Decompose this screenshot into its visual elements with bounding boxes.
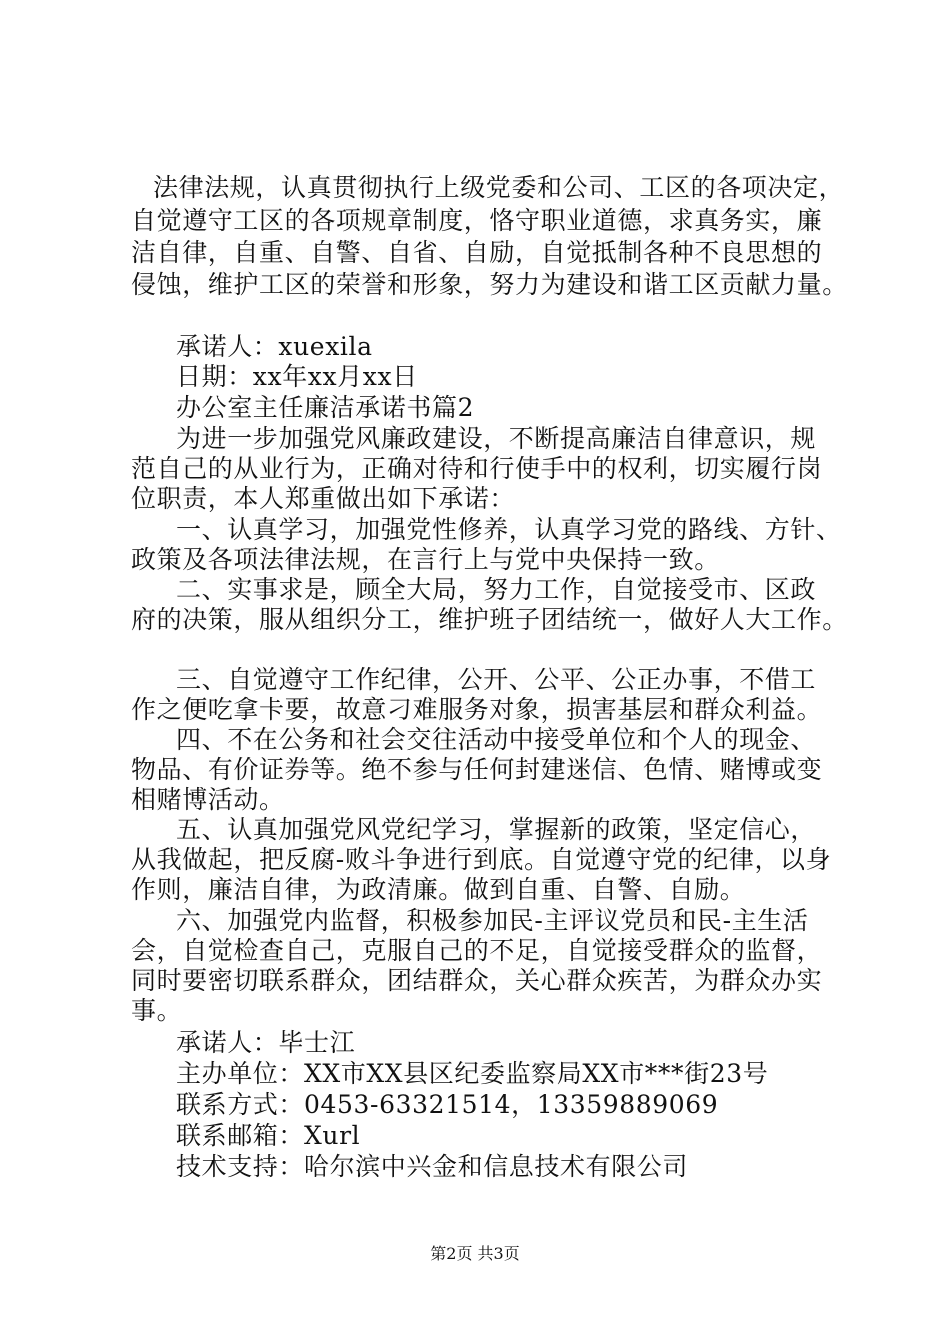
paragraph-line: 同时要密切联系群众，团结群众，关心群众疾苦，为群众办实: [131, 966, 823, 995]
paragraph-line: 五、认真加强党风党纪学习，掌握新的政策，坚定信心，: [176, 815, 817, 844]
paragraph-line: 相赌博活动。: [131, 785, 285, 814]
signer-line: 承诺人：xuexila: [176, 332, 373, 361]
paragraph-line: 物品、有价证券等。绝不参与任何封建迷信、色情、赌博或变: [131, 755, 823, 784]
date-line: 日期：xx年xx月xx日: [176, 362, 418, 391]
paragraph-line: 会，自觉检查自己，克服自己的不足，自觉接受群众的监督，: [131, 936, 823, 965]
paragraph-line: 三、自觉遵守工作纪律，公开、公平、公正办事，不借工: [176, 665, 817, 694]
paragraph-line: 事。: [131, 996, 183, 1025]
paragraph-line: 作之便吃拿卡要，故意刁难服务对象，损害基层和群众利益。: [131, 695, 823, 724]
paragraph-line: 位职责，本人郑重做出如下承诺：: [131, 484, 516, 513]
paragraph-line: 法律法规，认真贯彻执行上级党委和公司、工区的各项决定，: [153, 173, 845, 202]
signer-line: 承诺人：毕士江: [176, 1028, 356, 1057]
paragraph-line: 从我做起，把反腐-败斗争进行到底。自觉遵守党的纪律，以身: [131, 845, 832, 874]
paragraph-line: 洁自律，自重、自警、自省、自励，自觉抵制各种不良思想的: [131, 238, 823, 267]
paragraph-line: 二、实事求是，顾全大局，努力工作，自觉接受市、区政: [176, 575, 817, 604]
paragraph-line: 一、认真学习，加强党性修养，认真学习党的路线、方针、: [176, 515, 842, 544]
paragraph-line: 政策及各项法律法规，在言行上与党中央保持一致。: [131, 545, 720, 574]
contact-line: 联系方式：0453-63321514，13359889069: [176, 1090, 719, 1119]
paragraph-line: 作则，廉洁自律，为政清廉。做到自重、自警、自励。: [131, 875, 746, 904]
email-line: 联系邮箱：Xurl: [176, 1121, 361, 1150]
paragraph-line: 六、加强党内监督，积极参加民-主评议党员和民-主生活: [176, 906, 809, 935]
paragraph-line: 为进一步加强党风廉政建设，不断提高廉洁自律意识，规: [176, 424, 817, 453]
paragraph-line: 范自己的从业行为，正确对待和行使手中的权利，切实履行岗: [131, 454, 823, 483]
page-number-footer: 第2页 共3页: [430, 1244, 520, 1263]
paragraph-line: 自觉遵守工区的各项规章制度，恪守职业道德，求真务实，廉: [131, 206, 823, 235]
paragraph-line: 府的决策，服从组织分工，维护班子团结统一，做好人大工作。: [131, 605, 848, 634]
section-title: 办公室主任廉洁承诺书篇2: [176, 393, 475, 422]
paragraph-line: 侵蚀，维护工区的荣誉和形象，努力为建设和谐工区贡献力量。: [131, 270, 848, 299]
organizer-line: 主办单位：XX市XX县区纪委监察局XX市***街23号: [176, 1059, 769, 1088]
paragraph-line: 四、不在公务和社会交往活动中接受单位和个人的现金、: [176, 725, 817, 754]
tech-support-line: 技术支持：哈尔滨中兴金和信息技术有限公司: [176, 1152, 689, 1181]
